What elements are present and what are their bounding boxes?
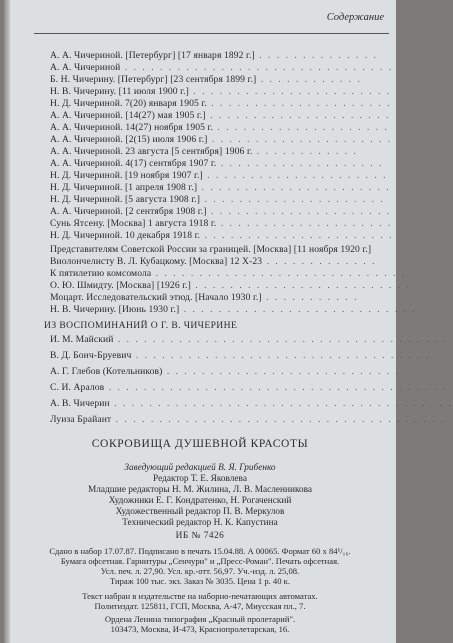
imprint-line: Ордена Ленина типография „Красный пролетарий". <box>104 614 296 624</box>
toc-entry: А. А. Чичериной. [2 сентября 1908 г.] . . . . . . . . . . . . . . . . . . . . . <box>50 206 392 217</box>
credit-line: Редактор Т. Е. Яковлева <box>153 474 247 484</box>
credit-line: Технический редактор Н. К. Капустина <box>122 518 278 528</box>
imprint-line: Усл. печ. л. 27,90. Усл. кр.-отт. 56,97. Уч.-изд. л. 25,08. <box>100 566 300 576</box>
toc-entry: А. А. Чичериной . . . . . . . . . . . . . . . . . . . . . . . . . . . . . . . <box>50 62 394 73</box>
toc-entry: А. А. Чичериной. [Петербург] [17 января 1892 г.] . . . . . . . . . . . . . . <box>50 50 378 61</box>
toc-entry: Моцарт. Исследовательский этюд. [Начало 1930 г.] . . . . . . . . . . . <box>50 292 359 303</box>
book-page <box>4 0 453 643</box>
toc-entry: А. А. Чичериной. 4(17) сентября 1907 г. . . . . . . . . . . . . . . . . . . . <box>50 158 384 169</box>
credit-line: Художники Е. Г. Кондратенко, Н. Рогаченский <box>108 496 292 506</box>
credit-line: Заведующий редакцией В. Я. Грибенко <box>124 463 276 473</box>
toc-entry: О. Ю. Шмидту. [Москва] [1926 г.] . . . . . . . . . . . . . . . . . . . . . . . . . <box>50 280 411 291</box>
imprint-line: Бумага офсетная. Гарнитуры „Сенчури" и „Пресс-Роман". Печать офсетная. <box>60 556 340 566</box>
toc-entry: А. В. Чичерин . . . . . . . . . . . . . . . . . . . . . . . . . . . . . . . . . . . . . . . <box>50 398 453 409</box>
toc-entry: А. А. Чичериной. [14(27) мая 1905 г.] . . . . . . . . . . . . . . . . . . . . . <box>50 110 391 121</box>
toc-entry: Н. В. Чичерину. [11 июля 1900 г.] . . . . . . . . . . . . . . . . . . . . . . . <box>50 86 392 97</box>
book-title: СОКРОВИЩА ДУШЕВНОЙ КРАСОТЫ <box>91 438 309 450</box>
credit-line: Художественный редактор П. В. Меркулов <box>115 507 285 517</box>
toc-entry: Б. Н. Чичерину. [Петербург] [23 сентября 1899 г.] . . . . . . . . . . . . <box>50 74 362 85</box>
toc-entry: С. И. Аралов . . . . . . . . . . . . . . . . . . . . . . . . . . . . . . . . . . . . . . . <box>50 382 448 393</box>
toc-entry: Сунь Ятсену. [Москва] 1 августа 1918 г. . . . . . . . . . . . . . . . . . . . . <box>50 218 393 229</box>
toc-section-title: ИЗ ВОСПОМИНАНИЙ О Г. В. ЧИЧЕРИНЕ <box>44 320 238 331</box>
toc-entry: Представителям Советской России за границей. [Москва] [11 ноября 1920 г.] <box>50 244 372 255</box>
running-head: Содержание <box>326 12 384 23</box>
toc-entry: А. Г. Глебов (Котельников) . . . . . . . . . . . . . . . . . . . . . . . . . . . <box>50 366 400 377</box>
toc-entry: В. Д. Бонч-Бруевич . . . . . . . . . . . . . . . . . . . . . . . . . . . . . . . . . . <box>50 350 431 361</box>
toc-entry: А. А. Чичериной. [2(15) июля 1906 г.] . . . . . . . . . . . . . . . . . . . . . <box>50 134 393 145</box>
ib-number: ИБ № 7426 <box>175 531 225 541</box>
imprint-line: Текст набран в издательстве на наборно-печатающих автоматах. <box>82 591 318 601</box>
toc-entry: Н. В. Чичерину. [Июнь 1930 г.] . . . . . . . . . . . . . . . . . . . . . . . . . . . <box>50 304 417 315</box>
toc-entry: К пятилетию комсомола . . . . . . . . . . . . . . . . . . . . . . . . . . . . . <box>50 268 407 279</box>
imprint-line: 103473, Москва, И-473, Краснопролетарская, 16. <box>110 624 290 634</box>
imprint-line: Тираж 100 тыс. экз. Заказ № 3035. Цена 1 р. 40 к. <box>110 576 290 586</box>
toc-entry: Н. Д. Чичериной. [1 апреля 1908 г.] . . . . . . . . . . . . . . . . . . . . . . <box>50 182 391 193</box>
toc-entry: А. А. Чичериной. 14(27) ноября 1905 г. . . . . . . . . . . . . . . . . . . . . <box>50 122 389 133</box>
credit-line: Младшие редакторы Н. М. Жилина, Л. В. Масленникова <box>87 485 313 495</box>
toc-entry: Луиза Брайант . . . . . . . . . . . . . . . . . . . . . . . . . . . . . . . . . . . . . . <box>50 414 446 425</box>
toc-entry: Н. Д. Чичериной. [19 ноября 1907 г.] . . . . . . . . . . . . . . . . . . . . . <box>50 170 388 181</box>
header-rule <box>34 33 389 34</box>
imprint-line: Сдано в набор 17.07.87. Подписано в печать 15.04.88. А 00065. Формат 60 х 84¹/₁₆. <box>49 546 351 556</box>
toc-entry: А. А. Чичериной. 23 августа [5 сентября] 1906 г. . . . . . . . . . . . . <box>50 146 358 157</box>
toc-entry: Н. Д. Чичериной. 10 декабря 1918 г. . . . . . . . . . . . . . . . . . . . . . . <box>50 230 394 241</box>
toc-entry: Н. Д. Чичериной. 7(20) января 1905 г. . . . . . . . . . . . . . . . . . . . . . <box>50 98 392 109</box>
imprint-line: Политиздат. 125811, ГСП, Москва, А-47, Миусская пл., 7. <box>94 601 306 611</box>
toc-entry: И. М. Майский . . . . . . . . . . . . . . . . . . . . . . . . . . . . . . . . . . . . . . <box>50 334 448 345</box>
toc-entry: Н. Д. Чичериной. [5 августа 1908 г.] . . . . . . . . . . . . . . . . . . . . . <box>50 194 385 205</box>
toc-entry: Виолончелисту В. Л. Кубацкому. [Москва] 12 Х-23 . . . . . . . . . . . . . <box>50 256 377 267</box>
